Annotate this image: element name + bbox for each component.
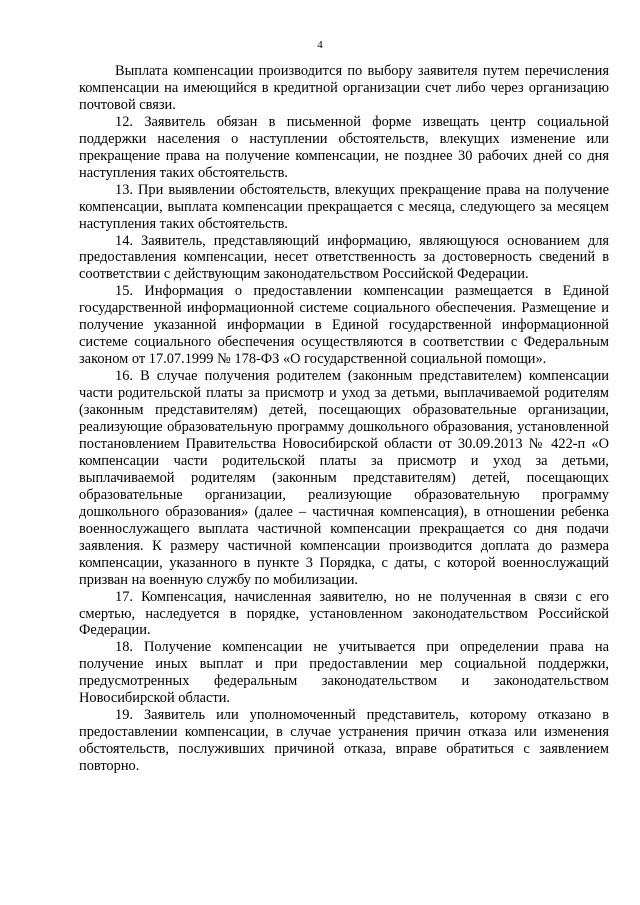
paragraph-19: 19. Заявитель или уполномоченный представитель, которому отказано в предоставлении компенсации, в случае устранения причин отказа или изменения обстоятельств, послуживших причиной отказа, вправе обратиться с заявлением повторно. bbox=[79, 707, 609, 775]
paragraph-18: 18. Получение компенсации не учитывается при определении права на получение иных выплат и при предоставлении мер социальной поддержки, предусмотренных федеральным законодательством и законодательством Новосибирской области. bbox=[79, 639, 609, 707]
paragraph-16: 16. В случае получения родителем (законным представителем) компенсации части родительской платы за присмотр и уход за детьми, выплачиваемой родителям (законным представителям) детей, посещающих образовательные организации, реализующие образовательную программу дошкольного образования, установленной постановлением Правительства Новосибирской области от 30.09.2013 № 422-п «О компенсации части родительской платы за присмотр и уход за детьми, выплачиваемой родителям (законным представителям) детей, посещающих образовательные организации, реализующие образовательную программу дошкольного образования» (далее – частичная компенсация), в отношении ребенка военнослужащего выплата частичной компенсации прекращается со дня подачи заявления. К размеру частичной компенсации производится доплата до размера компенсации, указанного в пункте 3 Порядка, с даты, с которой военнослужащий призван на военную службу по мобилизации. bbox=[79, 368, 609, 588]
paragraph-13: 13. При выявлении обстоятельств, влекущих прекращение права на получение компенсации, выплата компенсации прекращается с месяца, следующего за месяцем наступления таких обстоятельств. bbox=[79, 181, 609, 232]
paragraph-payment-method: Выплата компенсации производится по выбору заявителя путем перечисления компенсации на имеющийся в кредитной организации счет либо через организацию почтовой связи. bbox=[79, 63, 609, 113]
document-body bbox=[79, 63, 609, 775]
paragraph-15: 15. Информация о предоставлении компенсации размещается в Единой государственной информационной системе социального обеспечения. Размещение и получение указанной информации в Единой государственной информационной системе социального обеспечения осуществляются в соответствии с Федеральным законом от 17.07.1999 № 178-ФЗ «О государственной социальной помощи». bbox=[79, 283, 609, 368]
paragraph-14: 14. Заявитель, представляющий информацию, являющуюся основанием для предоставления компенсации, несет ответственность за достоверность сведений в соответствии с действующим законодательством Российской Федерации. bbox=[79, 232, 609, 283]
paragraph-17: 17. Компенсация, начисленная заявителю, но не полученная в связи с его смертью, наследуется в порядке, установленном законодательством Российской Федерации. bbox=[79, 588, 609, 639]
paragraph-12: 12. Заявитель обязан в письменной форме извещать центр социальной поддержки населения о наступлении обстоятельств, влекущих изменение или прекращение права на получение компенсации, не позднее 30 рабочих дней со дня наступления таких обстоятельств. bbox=[79, 113, 609, 181]
page-number: 4 bbox=[317, 39, 323, 51]
